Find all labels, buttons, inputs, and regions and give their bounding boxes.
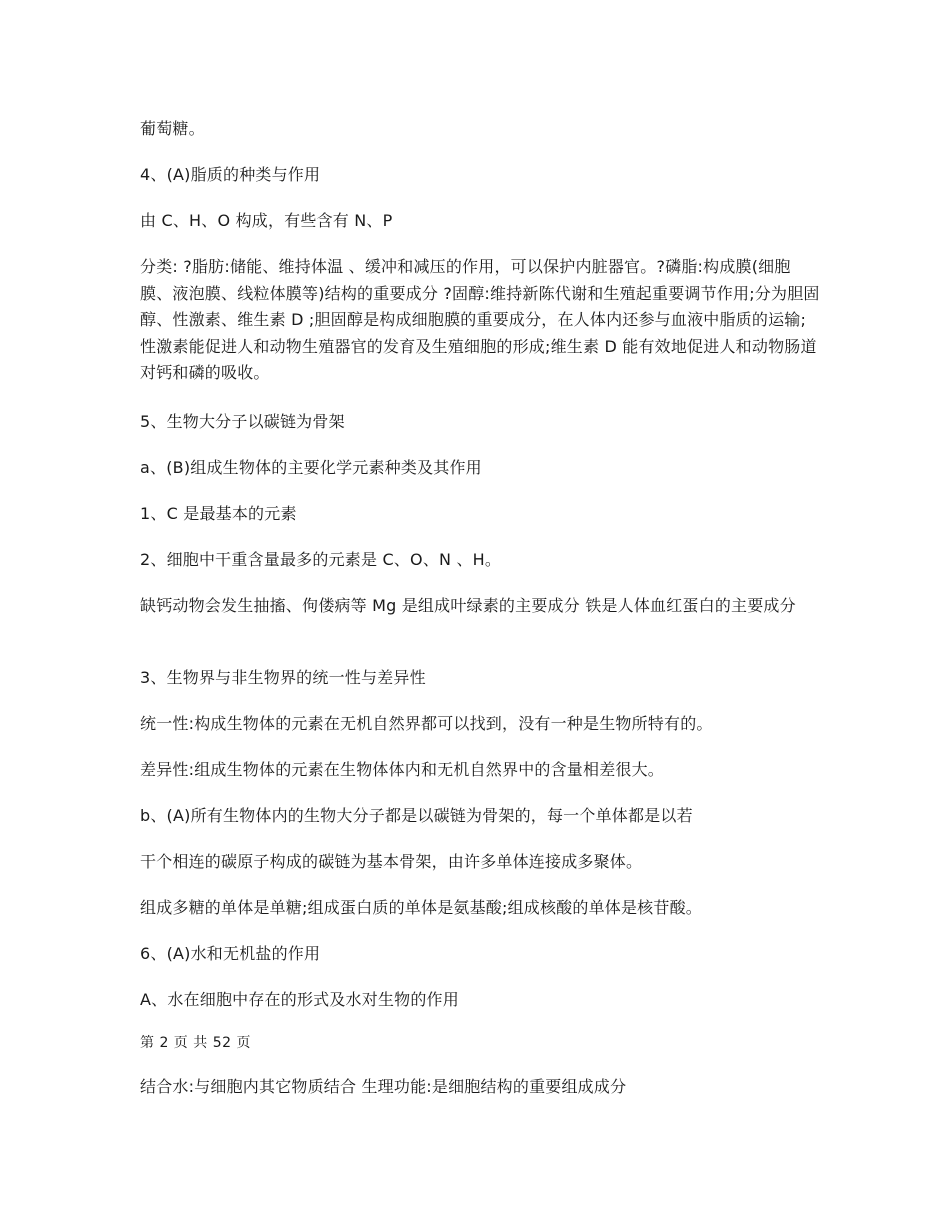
subsection-heading-a: a、(B)组成生物体的主要化学元素种类及其作用 <box>140 458 482 477</box>
text-line-1: 葡萄糖。 <box>140 119 205 138</box>
subsection-heading-b: b、(A)所有生物体内的生物大分子都是以碳链为骨架的，每一个单体都是以若 <box>140 806 693 825</box>
page-footer: 第 2 页 共 52 页 <box>140 1035 251 1051</box>
text-line-11: 统一性:构成生物体的元素在无机自然界都可以找到，没有一种是生物所特有的。 <box>140 714 713 733</box>
text-line-8: 2、细胞中干重含量最多的元素是 C、O、N 、H。 <box>140 550 502 569</box>
text-line-12: 差异性:组成生物体的元素在生物体体内和无机自然界中的含量相差很大。 <box>140 760 664 779</box>
text-line-17: A、水在细胞中存在的形式及水对生物的作用 <box>140 990 459 1009</box>
text-line-18: 结合水:与细胞内其它物质结合 生理功能:是细胞结构的重要组成成分 <box>140 1077 627 1096</box>
text-line-15: 组成多糖的单体是单糖;组成蛋白质的单体是氨基酸;组成核酸的单体是核苷酸。 <box>140 898 702 917</box>
text-line-3: 由 C、H、O 构成，有些含有 N、P <box>140 211 393 230</box>
section-heading-6: 6、(A)水和无机盐的作用 <box>140 944 321 963</box>
mineral-paragraph: 缺钙动物会发生抽搐、佝偻病等 Mg 是组成叶绿素的主要成分 铁是人体血红蛋白的主要成分 <box>140 596 796 615</box>
text-line-10: 3、生物界与非生物界的统一性与差异性 <box>140 668 426 687</box>
section-heading-4: 4、(A)脂质的种类与作用 <box>140 165 321 184</box>
text-line-7: 1、C 是最基本的元素 <box>140 504 297 523</box>
lipid-classification-paragraph: 分类: ?脂肪:储能、维持体温 、缓冲和减压的作用，可以保护内脏器官。?磷脂:构成膜(细胞膜、液泡膜、线粒体膜等)结构的重要成分 ?固醇:维持新陈代谢和生殖起重要调节作用;分为胆固醇、性激素、维生素 D ;胆固醇是构成细胞膜的重要成分，在人体内还参与血液中脂质的运输;性激素能促进人和动物生殖器官的发育及生殖细胞的形成;维生素 D 能有效地促进人和动物肠道对钙和磷的吸收。 <box>140 257 820 382</box>
text-line-14: 干个相连的碳原子构成的碳链为基本骨架，由许多单体连接成多聚体。 <box>140 852 643 871</box>
section-heading-5: 5、生物大分子以碳链为骨架 <box>140 412 345 431</box>
